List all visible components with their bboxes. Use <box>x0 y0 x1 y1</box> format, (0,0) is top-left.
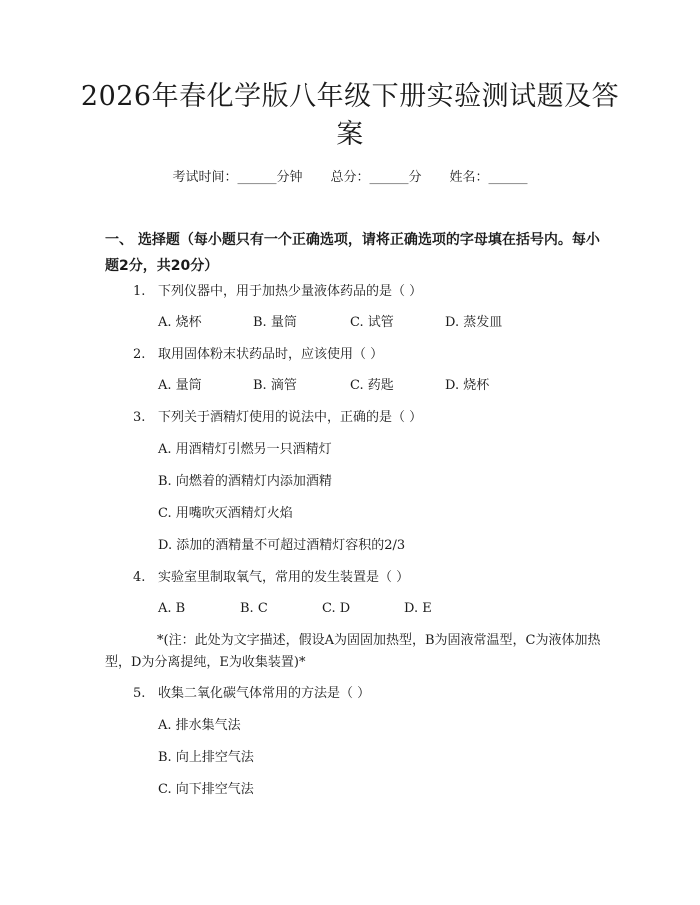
question-4-note: *(注：此处为文字描述，假设A为固固加热型，B为固液常温型，C为液体加热型，D为分离提纯，E为收集装置)* <box>105 633 601 670</box>
question-2 <box>133 345 383 365</box>
question-number: 4. <box>133 570 146 585</box>
question-number: 3. <box>133 410 146 425</box>
option-a: A. 烧杯 <box>158 315 202 330</box>
option-d: D. 添加的酒精量不可超过酒精灯容积的2/3 <box>158 538 406 553</box>
total-score-field: 总分：______分 <box>330 170 422 185</box>
option-a: A. 用酒精灯引燃另一只酒精灯 <box>158 442 332 457</box>
option-d: D. 烧杯 <box>445 378 490 393</box>
student-name-field: 姓名：______ <box>449 170 528 185</box>
question-text: 下列关于酒精灯使用的说法中，正确的是（ ） <box>158 410 423 425</box>
option-c: C. D <box>322 601 351 616</box>
question-number: 5. <box>133 686 146 701</box>
question-4 <box>133 568 409 588</box>
question-5 <box>133 684 370 704</box>
question-1 <box>133 282 422 302</box>
question-text: 下列仪器中，用于加热少量液体药品的是（ ） <box>158 284 423 299</box>
document-title: 2026年春化学版八年级下册实验测试题及答案 <box>80 81 620 150</box>
question-text: 收集二氧化碳气体常用的方法是（ ） <box>158 686 371 701</box>
section-heading: 一、 选择题（每小题只有一个正确选项，请将正确选项的字母填在括号内。每小题2分，共20分） <box>105 232 600 274</box>
question-number: 2. <box>133 347 146 362</box>
option-b: B. C <box>240 601 268 616</box>
question-text: 实验室里制取氧气，常用的发生装置是（ ） <box>158 570 410 585</box>
exam-time-field: 考试时间：______分钟 <box>172 170 303 185</box>
option-c: C. 用嘴吹灭酒精灯火焰 <box>158 506 293 521</box>
option-b: B. 向上排空气法 <box>158 750 254 765</box>
option-b: B. 滴管 <box>253 378 297 393</box>
option-d: D. 蒸发皿 <box>445 315 503 330</box>
option-a: A. B <box>158 601 186 616</box>
option-d: D. E <box>404 601 432 616</box>
question-3 <box>133 408 422 428</box>
option-c: C. 试管 <box>350 315 394 330</box>
option-a: A. 量筒 <box>158 378 202 393</box>
option-b: B. 向燃着的酒精灯内添加酒精 <box>158 474 332 489</box>
option-c: C. 向下排空气法 <box>158 782 254 797</box>
exam-info <box>0 168 700 188</box>
option-c: C. 药匙 <box>350 378 394 393</box>
question-number: 1. <box>133 284 146 299</box>
option-b: B. 量筒 <box>253 315 297 330</box>
question-text: 取用固体粉末状药品时，应该使用（ ） <box>158 347 384 362</box>
option-a: A. 排水集气法 <box>158 718 241 733</box>
